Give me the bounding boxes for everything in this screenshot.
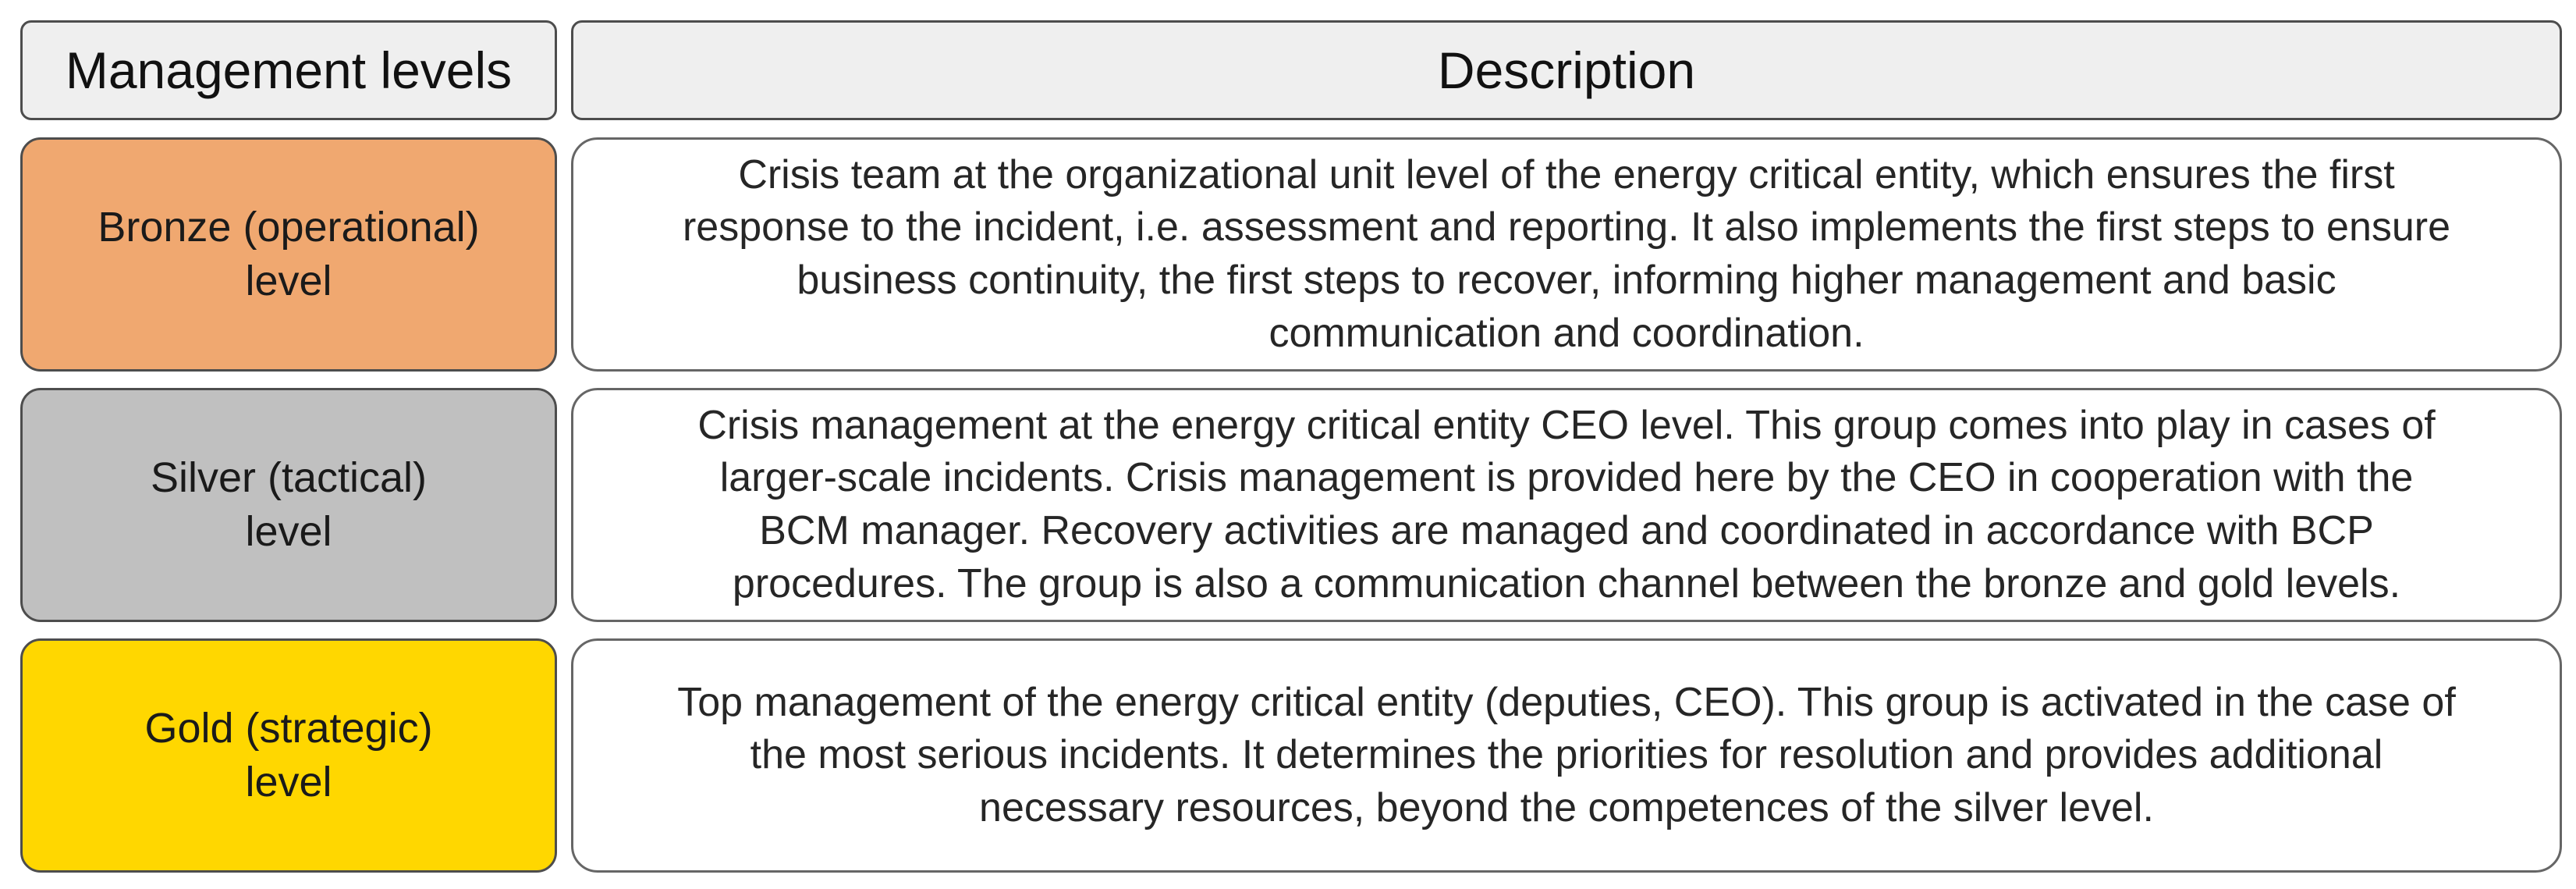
description-line: Crisis team at the organizational unit level of the energy critical entity, which ensures the first	[738, 151, 2395, 197]
description-text-silver	[697, 400, 2435, 610]
level-box-bronze	[20, 137, 557, 372]
description-box-bronze	[571, 137, 2562, 372]
description-box-gold	[571, 638, 2562, 873]
level-label-line: level	[245, 258, 332, 304]
level-label-line: Bronze (operational)	[98, 203, 480, 251]
header-description-label: Description	[1437, 41, 1696, 99]
description-line: procedures. The group is also a communication channel between the bronze and gold levels.	[732, 560, 2401, 606]
description-line: BCM manager. Recovery activities are managed and coordinated in accordance with BCP	[759, 508, 2374, 553]
description-line: necessary resources, beyond the competences of the silver level.	[979, 784, 2154, 830]
description-line: Top management of the energy critical entity (deputies, CEO). This group is activated in the case of	[677, 679, 2456, 725]
level-label-line: level	[245, 759, 332, 805]
level-label-bronze	[98, 201, 479, 308]
level-label-line: level	[245, 508, 332, 555]
description-line: Crisis management at the energy critical entity CEO level. This group comes into play in cases of	[697, 402, 2436, 448]
description-box-silver	[571, 388, 2562, 622]
level-label-gold	[144, 702, 432, 809]
description-line: business continuity, the first steps to recover, informing higher management and basic	[797, 258, 2336, 303]
header-management-levels	[20, 20, 557, 120]
header-description	[571, 20, 2562, 120]
level-label-silver	[151, 451, 427, 559]
description-line: larger-scale incidents. Crisis management is provided here by the CEO in cooperation with the	[719, 455, 2414, 501]
description-line: communication and coordination.	[1268, 310, 1865, 356]
description-line: response to the incident, i.e. assessment and reporting. It also implements the first steps to ensure	[682, 204, 2451, 251]
level-box-silver	[20, 388, 557, 622]
level-box-gold	[20, 638, 557, 873]
level-label-line: Silver (tactical)	[150, 453, 428, 501]
description-line: the most serious incidents. It determines the priorities for resolution and provides additional	[750, 732, 2383, 778]
description-text-bronze	[683, 149, 2450, 360]
description-text-gold	[677, 677, 2456, 835]
header-management-levels-label: Management levels	[65, 41, 513, 99]
level-label-line: Gold (strategic)	[144, 704, 433, 752]
